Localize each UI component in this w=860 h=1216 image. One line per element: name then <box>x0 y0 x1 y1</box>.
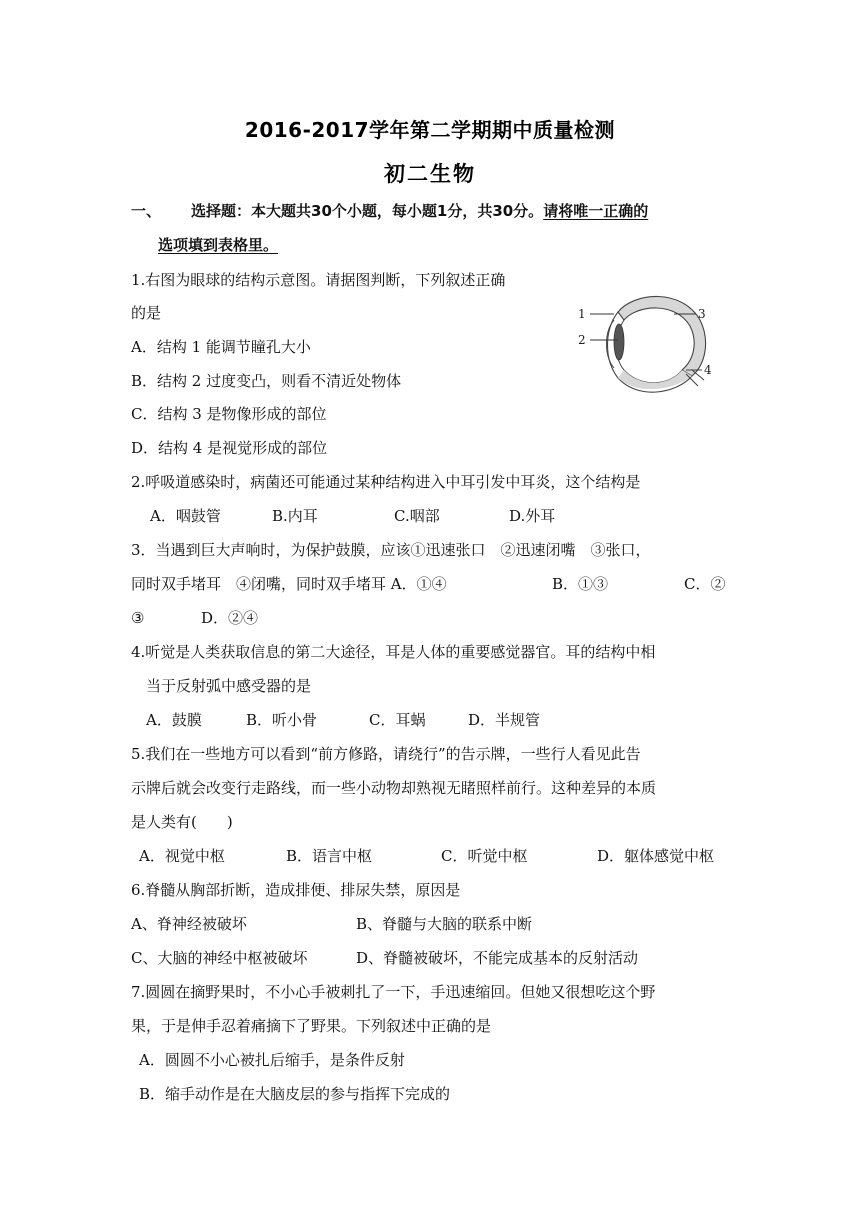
q4-line1: 4.听觉是人类获取信息的第二大途径，耳是人体的重要感觉器官。耳的结构中相 <box>131 643 656 661</box>
q2-option-b: B.内耳 <box>272 507 318 525</box>
q1-option-b: B．结构 2 过度变凸，则看不清近处物体 <box>131 372 402 390</box>
q5-option-a: A．视觉中枢 <box>139 847 225 865</box>
q6-option-b: B、脊髓与大脑的联系中断 <box>356 915 533 933</box>
section-instruction: 选择题：本大题共30个小题，每小题1分，共30分。 <box>191 202 544 220</box>
q4-option-c: C．耳蜗 <box>369 711 426 729</box>
q2-option-c: C.咽部 <box>394 507 440 525</box>
figure-label-4: 4 <box>704 363 712 377</box>
q6-option-a: A、脊神经被破坏 <box>131 915 247 933</box>
q5-line1: 5.我们在一些地方可以看到“前方修路，请绕行”的告示牌，一些行人看见此告 <box>131 745 641 763</box>
q3-line1: 3．当遇到巨大声响时，为保护鼓膜，应该①迅速张口 ②迅速闭嘴 ③张口， <box>131 541 651 559</box>
q5-option-c: C．听觉中枢 <box>441 847 528 865</box>
q1-stem-line1: 1.右图为眼球的结构示意图。请据图判断，下列叙述正确 <box>131 271 506 289</box>
figure-label-2: 2 <box>578 333 586 347</box>
page-subtitle: 初二生物 <box>384 162 476 186</box>
q3-option-d: D．②④ <box>201 609 259 627</box>
q2-stem: 2.呼吸道感染时，病菌还可能通过某种结构进入中耳引发中耳炎，这个结构是 <box>131 473 641 491</box>
q3-option-b: B．①③ <box>552 575 609 593</box>
section-instruction-line2: 选项填到表格里。 <box>158 236 279 254</box>
q7-option-b: B．缩手动作是在大脑皮层的参与指挥下完成的 <box>139 1085 451 1103</box>
section-instruction-underlined: 请将唯一正确的 <box>543 202 649 220</box>
q7-option-a: A．圆圆不小心被扎后缩手，是条件反射 <box>139 1051 405 1069</box>
figure-label-3: 3 <box>698 307 706 321</box>
q1-option-c: C．结构 3 是物像形成的部位 <box>131 405 327 423</box>
q7-line1: 7.圆圆在摘野果时，不小心手被刺扎了一下，手迅速缩回。但她又很想吃这个野 <box>131 983 656 1001</box>
q3-line3: ③ <box>131 609 145 627</box>
q1-option-a: A．结构 1 能调节瞳孔大小 <box>131 338 311 356</box>
q6-option-d: D、脊髓被破坏，不能完成基本的反射活动 <box>356 949 639 967</box>
q2-option-d: D.外耳 <box>509 507 556 525</box>
q3-line2: 同时双手堵耳 ④闭嘴，同时双手堵耳 A．①④ <box>131 575 447 593</box>
q1-stem-line2: 的是 <box>131 304 162 322</box>
q5-line2: 示牌后就会改变行走路线，而一些小动物却熟视无睹照样前行。这种差异的本质 <box>131 779 657 797</box>
q3-option-c: C．② <box>684 575 726 593</box>
section-number: 一、 <box>131 202 162 220</box>
q2-option-a: A．咽鼓管 <box>150 507 221 525</box>
page-title: 2016-2017学年第二学期期中质量检测 <box>244 118 616 142</box>
q6-stem: 6.脊髓从胸部折断，造成排便、排尿失禁，原因是 <box>131 881 461 899</box>
eyeball-diagram <box>574 290 724 396</box>
q4-option-d: D．半规管 <box>468 711 541 729</box>
q4-line2: 当于反射弧中感受器的是 <box>146 677 312 695</box>
q6-option-c: C、大脑的神经中枢被破坏 <box>131 949 308 967</box>
q4-option-b: B．听小骨 <box>246 711 318 729</box>
q5-option-b: B．语言中枢 <box>286 847 373 865</box>
q1-option-d: D．结构 4 是视觉形成的部位 <box>131 439 328 457</box>
sclera-shape <box>618 296 706 376</box>
q7-line2: 果，于是伸手忍着痛摘下了野果。下列叙述中正确的是 <box>131 1017 492 1035</box>
figure-label-1: 1 <box>578 307 586 321</box>
lens <box>614 324 624 360</box>
q4-option-a: A．鼓膜 <box>146 711 202 729</box>
section-heading <box>131 201 648 221</box>
q5-option-d: D．躯体感觉中枢 <box>597 847 715 865</box>
q5-line3: 是人类有( ) <box>131 813 233 831</box>
